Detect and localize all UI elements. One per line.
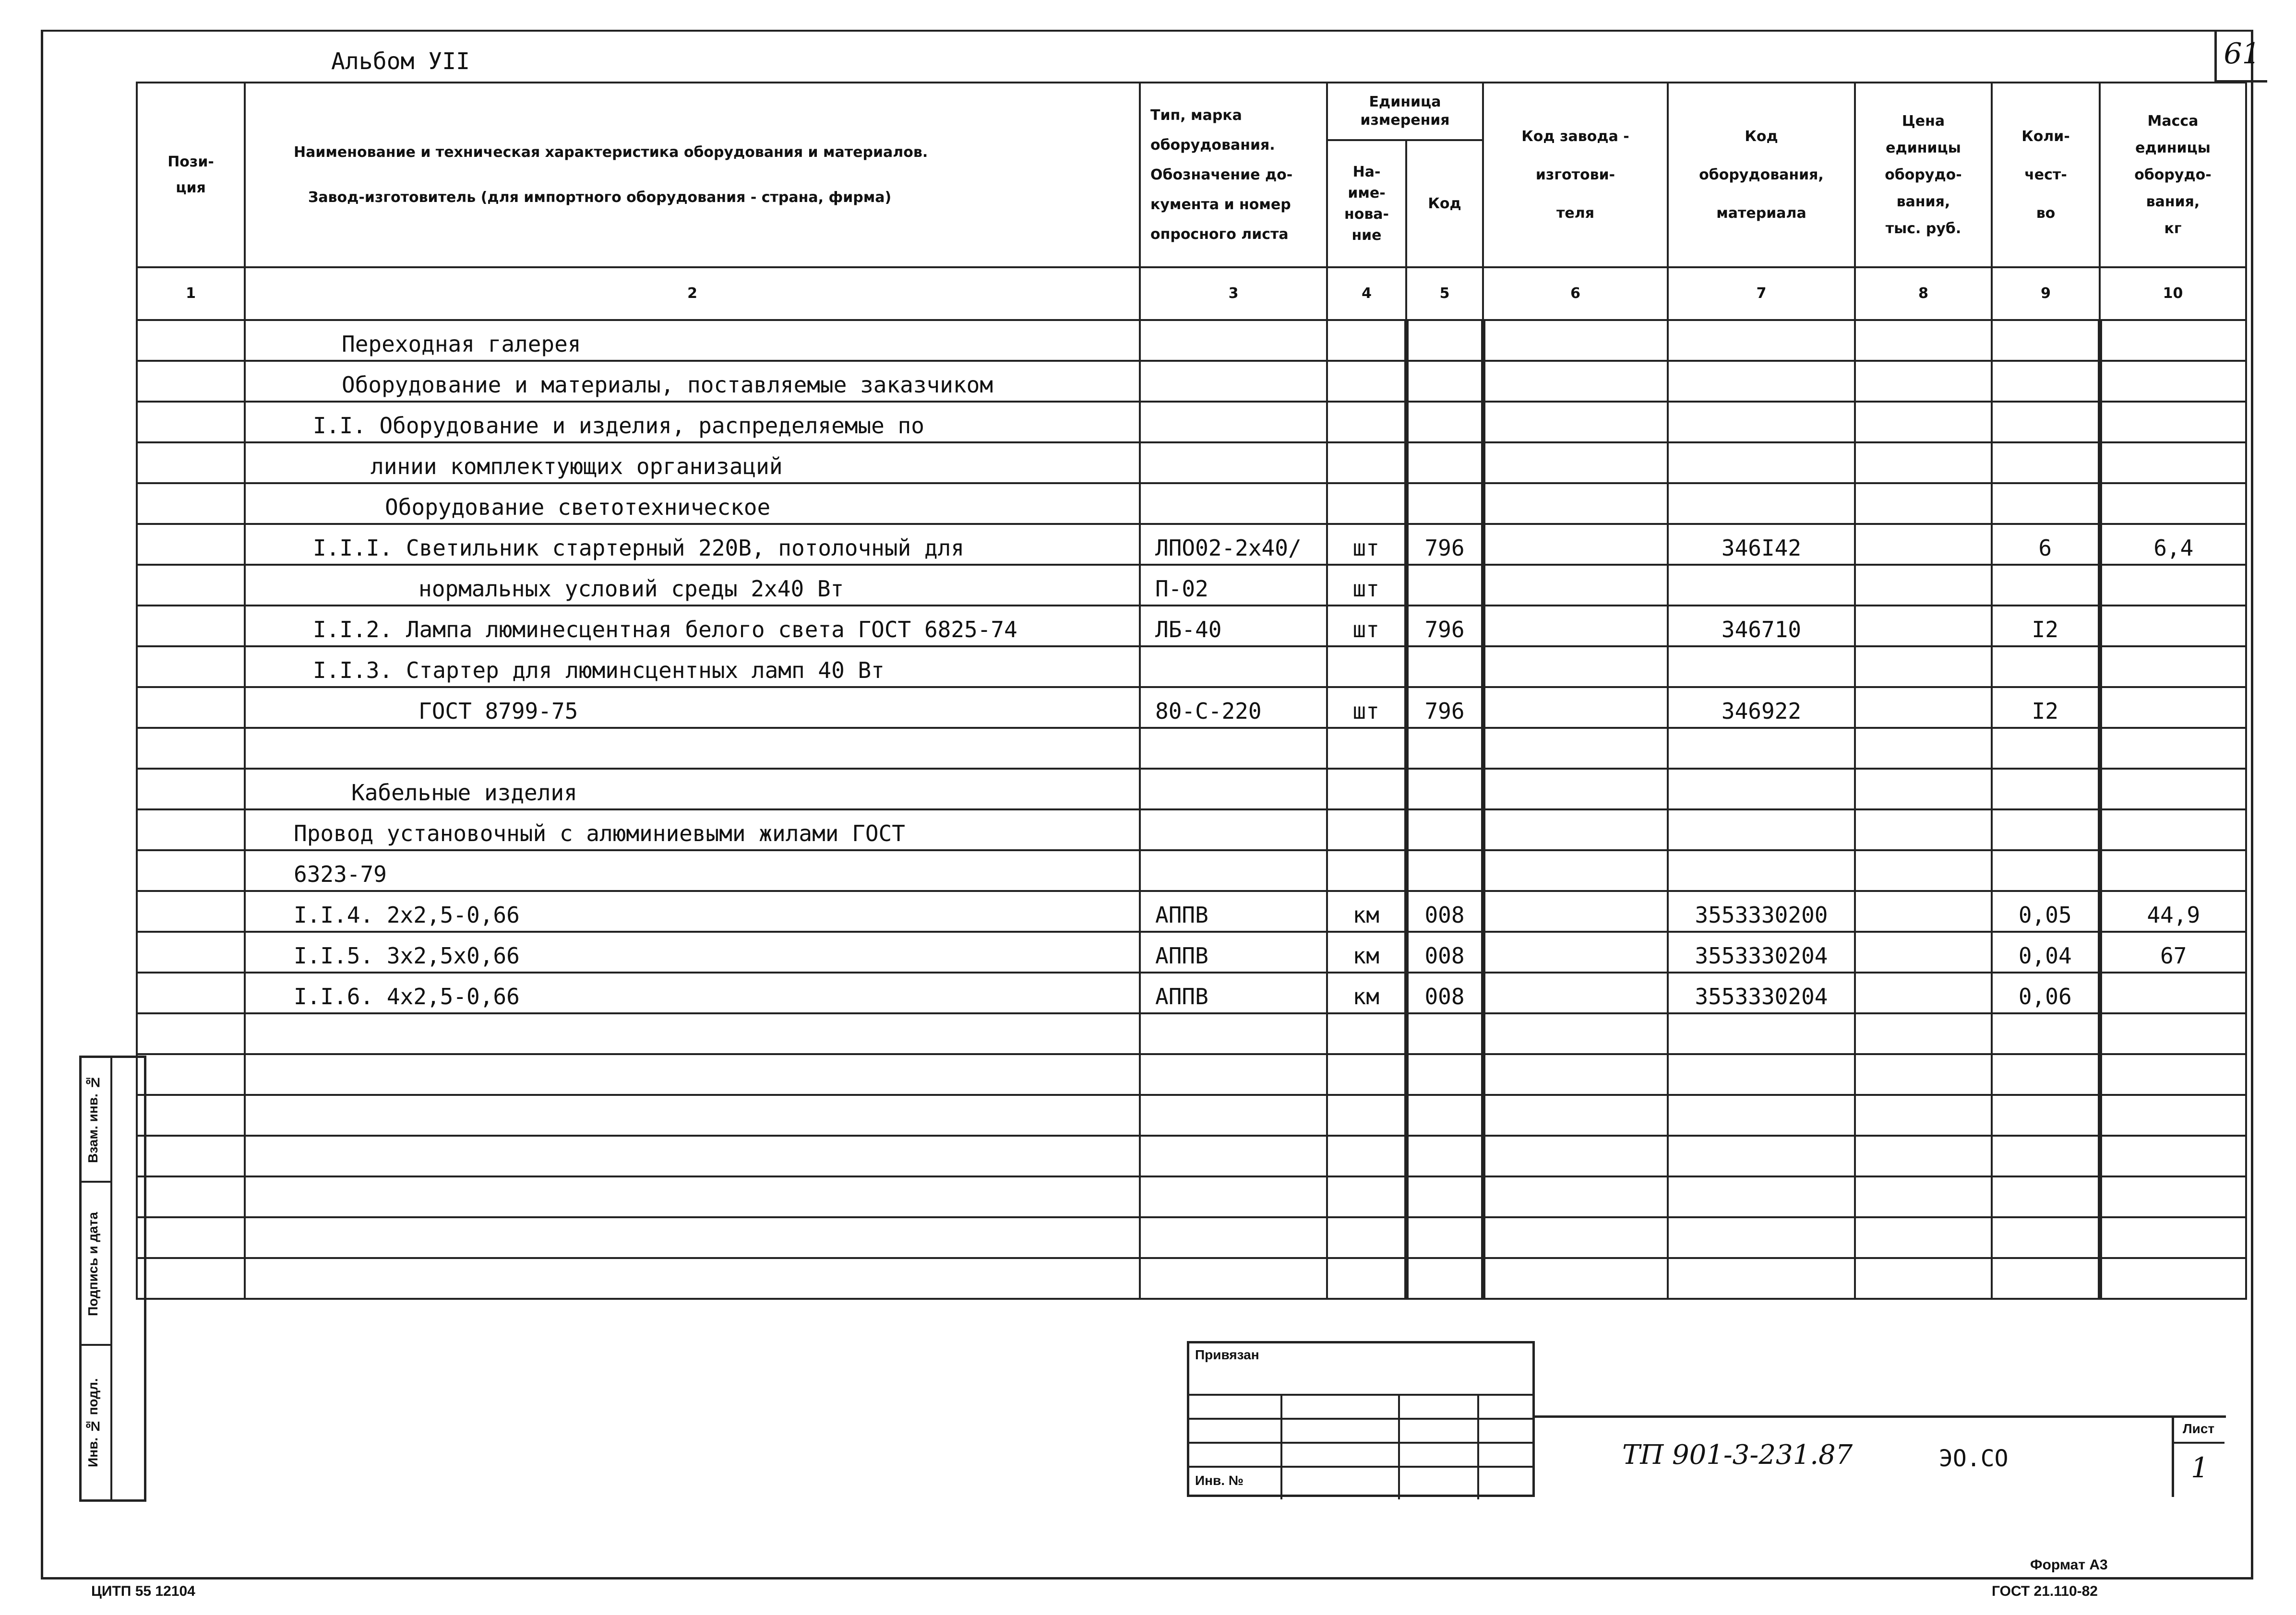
item-mass (2102, 1132, 2246, 1135)
item-material-code (1669, 1132, 1854, 1135)
item-name: I.I.2. Лампа люминесцентная белого света ГОСТ 6825-74 (313, 617, 1017, 642)
item-name (246, 1050, 1139, 1053)
item-name: I.I.5. 3х2,5х0,66 (294, 943, 520, 969)
footer-gost: ГОСТ 21.110-82 (1992, 1583, 2098, 1599)
item-unit: шт (1352, 617, 1379, 642)
item-mass (2102, 1009, 2246, 1012)
item-type: АППВ (1155, 984, 1208, 1009)
table-row (137, 1176, 2246, 1217)
replacement-inventory-label: Взам. инв. № (85, 1075, 100, 1164)
table-row (137, 402, 2246, 442)
item-unit (1328, 765, 1404, 768)
item-type (1141, 439, 1326, 441)
item-name: Провод установочный с алюминиевыми жилами ГОСТ (294, 820, 905, 846)
item-unit: шт (1352, 698, 1379, 724)
table-row (137, 565, 2246, 606)
item-type (1141, 1132, 1326, 1135)
item-quantity (1993, 1295, 2098, 1298)
item-quantity (1993, 357, 2098, 360)
item-type (1141, 1050, 1326, 1053)
item-unit (1328, 1050, 1404, 1053)
item-quantity (1993, 1091, 2098, 1094)
item-mass (2102, 806, 2246, 808)
item-quantity: 0,06 (2018, 984, 2072, 1009)
item-mass (2102, 887, 2246, 890)
column-number: 5 (1406, 267, 1483, 320)
item-unit-code (1409, 1173, 1481, 1176)
item-material-code (1669, 479, 1854, 482)
column-number: 4 (1327, 267, 1406, 320)
page-number: 61 (2214, 30, 2267, 83)
item-mass (2102, 1050, 2246, 1053)
item-type (1141, 683, 1326, 686)
item-quantity (1993, 398, 2098, 401)
item-type (1141, 1254, 1326, 1257)
header-price: Цена единицы оборудо- вания, тыс. руб. (1855, 83, 1992, 267)
item-quantity: I2 (2032, 617, 2058, 642)
table-row (137, 769, 2246, 809)
item-name: нормальных условий среды 2х40 Вт (419, 576, 844, 602)
item-name (246, 1213, 1139, 1216)
item-material-code (1669, 1213, 1854, 1216)
header-name-line1: Наименование и техническая характеристика оборудования и материалов. (294, 143, 928, 161)
item-unit (1328, 398, 1404, 401)
item-quantity (1993, 479, 2098, 482)
item-mass (2102, 398, 2246, 401)
item-name: Переходная галерея (342, 331, 581, 357)
album-title: Альбом УII (331, 48, 470, 75)
item-unit (1328, 1091, 1404, 1094)
binding-stamp (1187, 1341, 1535, 1497)
item-name (246, 1091, 1139, 1094)
table-row (137, 483, 2246, 524)
table-row (137, 1054, 2246, 1095)
item-unit-code (1409, 1295, 1481, 1298)
table-row (137, 1258, 2246, 1299)
item-mass (2102, 520, 2246, 523)
item-mass (2102, 846, 2246, 849)
item-unit: шт (1352, 535, 1379, 561)
item-material-code: 3553330204 (1695, 943, 1828, 969)
item-material-code (1669, 765, 1854, 768)
item-type (1141, 806, 1326, 808)
header-factory-code: Код завода - изготови- теля (1483, 83, 1668, 267)
item-unit-code: 796 (1424, 698, 1465, 724)
item-unit-code (1409, 398, 1481, 401)
item-material-code (1669, 602, 1854, 605)
item-name (246, 1295, 1139, 1298)
item-material-code: 3553330200 (1695, 902, 1828, 928)
item-type (1141, 765, 1326, 768)
item-unit (1328, 1132, 1404, 1135)
item-unit-code (1409, 1213, 1481, 1216)
inventory-no-label: Инв. № (1195, 1473, 1244, 1488)
item-mass (2102, 439, 2246, 441)
item-unit (1328, 1295, 1404, 1298)
item-quantity (1993, 1050, 2098, 1053)
item-quantity (1993, 1132, 2098, 1135)
item-mass (2102, 602, 2246, 605)
column-number-row (137, 267, 2246, 320)
item-type: АППВ (1155, 902, 1208, 928)
item-name (246, 1132, 1139, 1135)
item-type: АППВ (1155, 943, 1208, 969)
item-unit-code (1409, 683, 1481, 686)
item-quantity (1993, 602, 2098, 605)
item-unit-code: 008 (1424, 984, 1465, 1009)
item-material-code (1669, 887, 1854, 890)
item-name: I.I. Оборудование и изделия, распределяемые по (313, 413, 924, 439)
item-material-code (1669, 806, 1854, 808)
item-name: I.I.4. 2х2,5-0,66 (294, 902, 520, 928)
item-material-code (1669, 439, 1854, 441)
item-unit-code (1409, 846, 1481, 849)
column-number: 8 (1855, 267, 1992, 320)
column-number: 3 (1140, 267, 1327, 320)
item-name: Кабельные изделия (351, 780, 577, 806)
sheet-number: 1 (2191, 1451, 2209, 1484)
item-name (246, 1173, 1139, 1176)
item-type: ЛПО02-2х40/ (1155, 535, 1302, 561)
item-material-code (1669, 1050, 1854, 1053)
table-row (137, 1136, 2246, 1176)
item-quantity (1993, 1254, 2098, 1257)
original-inventory-label: Инв. № подл. (85, 1378, 100, 1467)
item-unit (1328, 439, 1404, 441)
item-unit-code (1409, 357, 1481, 360)
item-type (1141, 479, 1326, 482)
item-type: 80-С-220 (1155, 698, 1262, 724)
header-unit-name: На- име- нова- ние (1327, 140, 1406, 267)
item-unit (1328, 683, 1404, 686)
item-mass (2102, 642, 2246, 645)
item-type (1141, 1091, 1326, 1094)
item-type (1141, 1295, 1326, 1298)
item-type (1141, 1213, 1326, 1216)
item-mass (2102, 1091, 2246, 1094)
item-quantity (1993, 846, 2098, 849)
header-unit-code: Код (1406, 140, 1483, 267)
signature-date-label: Подпись и дата (85, 1212, 100, 1317)
item-unit: шт (1352, 576, 1379, 602)
item-unit (1328, 1213, 1404, 1216)
table-row (137, 687, 2246, 728)
item-unit (1328, 1173, 1404, 1176)
item-quantity (1993, 683, 2098, 686)
header-material-code: Код оборудования, материала (1668, 83, 1855, 267)
item-mass (2102, 765, 2246, 768)
item-name: I.I.6. 4х2,5-0,66 (294, 984, 520, 1009)
item-unit-code: 796 (1424, 617, 1465, 642)
item-material-code: 346922 (1721, 698, 1802, 724)
item-material-code: 3553330204 (1695, 984, 1828, 1009)
item-material-code (1669, 357, 1854, 360)
column-number: 2 (245, 267, 1140, 320)
item-mass (2102, 1213, 2246, 1216)
item-quantity (1993, 887, 2098, 890)
item-unit-code (1409, 602, 1481, 605)
table-row (137, 1013, 2246, 1054)
item-unit (1328, 806, 1404, 808)
item-mass (2102, 1173, 2246, 1176)
item-unit: км (1352, 943, 1379, 969)
table-row (137, 646, 2246, 687)
column-number: 9 (1992, 267, 2100, 320)
item-unit: км (1352, 902, 1379, 928)
item-unit-code (1409, 439, 1481, 441)
table-row (137, 1095, 2246, 1136)
item-unit-code: 008 (1424, 902, 1465, 928)
table-row (137, 932, 2246, 973)
item-material-code (1669, 1173, 1854, 1176)
item-unit-code (1409, 1254, 1481, 1257)
item-name: ГОСТ 8799-75 (419, 698, 578, 724)
binding-strip (79, 1056, 146, 1502)
table-row (137, 606, 2246, 646)
item-material-code (1669, 1091, 1854, 1094)
item-unit (1328, 357, 1404, 360)
header-position: Пози- ция (137, 83, 245, 267)
item-unit (1328, 479, 1404, 482)
item-unit-code (1409, 765, 1481, 768)
item-quantity (1993, 806, 2098, 808)
item-name: I.I.3. Стартер для люминсцентных ламп 40 Вт (313, 657, 885, 683)
item-unit-code (1409, 1091, 1481, 1094)
item-type (1141, 887, 1326, 890)
sheet-label: Лист (2183, 1421, 2215, 1436)
item-quantity (1993, 765, 2098, 768)
column-number: 6 (1483, 267, 1668, 320)
item-material-code (1669, 1254, 1854, 1257)
item-name: I.I.I. Светильник стартерный 220В, потолочный для (313, 535, 965, 561)
table-row (137, 973, 2246, 1013)
item-material-code: 346I42 (1721, 535, 1802, 561)
item-mass: 6,4 (2153, 535, 2194, 561)
column-number: 1 (137, 267, 245, 320)
item-mass (2102, 357, 2246, 360)
item-quantity (1993, 439, 2098, 441)
header-type: Тип, марка оборудования. Обозначение до- кумента и номер опросного листа (1140, 83, 1327, 267)
item-material-code (1669, 683, 1854, 686)
item-unit (1328, 1254, 1404, 1257)
item-material-code (1669, 520, 1854, 523)
document-section: ЭО.СО (1939, 1445, 2009, 1472)
item-mass: 67 (2160, 943, 2187, 969)
item-unit (1328, 887, 1404, 890)
footer-format: Формат А3 (2030, 1557, 2108, 1573)
item-type (1141, 520, 1326, 523)
item-name (246, 1254, 1139, 1257)
item-type (1141, 1173, 1326, 1176)
item-mass (2102, 724, 2246, 727)
item-quantity: 0,04 (2018, 943, 2072, 969)
item-quantity (1993, 520, 2098, 523)
item-quantity: 6 (2038, 535, 2052, 561)
item-name (246, 765, 1139, 768)
footer-left: ЦИТП 55 12104 (91, 1583, 195, 1599)
item-name: Оборудование светотехническое (385, 494, 771, 520)
item-unit: км (1352, 984, 1379, 1009)
header-unit: Единица измерения (1327, 83, 1483, 140)
item-mass (2102, 683, 2246, 686)
table-row (137, 361, 2246, 402)
item-mass: 44,9 (2147, 902, 2200, 928)
column-number: 10 (2100, 267, 2246, 320)
item-unit-code: 796 (1424, 535, 1465, 561)
table-row (137, 728, 2246, 769)
item-unit-code (1409, 1050, 1481, 1053)
item-quantity (1993, 1173, 2098, 1176)
item-unit-code (1409, 479, 1481, 482)
item-quantity (1993, 1213, 2098, 1216)
item-unit (1328, 846, 1404, 849)
item-material-code (1669, 846, 1854, 849)
specification-table (136, 82, 2247, 1300)
table-row (137, 891, 2246, 932)
item-type: ЛБ-40 (1155, 617, 1222, 642)
header-name-line2: Завод-изготовитель (для импортного оборудования - страна, фирма) (308, 189, 892, 206)
item-unit-code (1409, 1132, 1481, 1135)
item-quantity: I2 (2032, 698, 2058, 724)
item-mass (2102, 1295, 2246, 1298)
document-number: ТП 901-3-231.87 (1622, 1439, 1853, 1471)
item-type (1141, 357, 1326, 360)
item-name: 6323-79 (294, 861, 387, 887)
item-type (1141, 398, 1326, 401)
table-row (137, 1217, 2246, 1258)
header-quantity: Коли- чест- во (1992, 83, 2100, 267)
item-name: линии комплектующих организаций (371, 453, 783, 479)
column-number: 7 (1668, 267, 1855, 320)
item-mass (2102, 1254, 2246, 1257)
item-name: Оборудование и материалы, поставляемые заказчиком (342, 372, 993, 398)
header-name (245, 83, 1140, 267)
item-unit-code (1409, 887, 1481, 890)
table-row (137, 850, 2246, 891)
item-unit-code (1409, 806, 1481, 808)
table-row (137, 442, 2246, 483)
item-type: П-02 (1155, 576, 1208, 602)
table-row (137, 809, 2246, 850)
item-unit-code: 008 (1424, 943, 1465, 969)
item-mass (2102, 479, 2246, 482)
item-unit-code (1409, 520, 1481, 523)
table-row (137, 320, 2246, 361)
header-mass: Масса единицы оборудо- вания, кг (2100, 83, 2246, 267)
item-quantity: 0,05 (2018, 902, 2072, 928)
item-type (1141, 846, 1326, 849)
item-unit (1328, 520, 1404, 523)
item-material-code (1669, 398, 1854, 401)
privyazan-label: Привязан (1195, 1347, 1259, 1362)
item-material-code: 346710 (1721, 617, 1802, 642)
item-material-code (1669, 1295, 1854, 1298)
table-row (137, 524, 2246, 565)
